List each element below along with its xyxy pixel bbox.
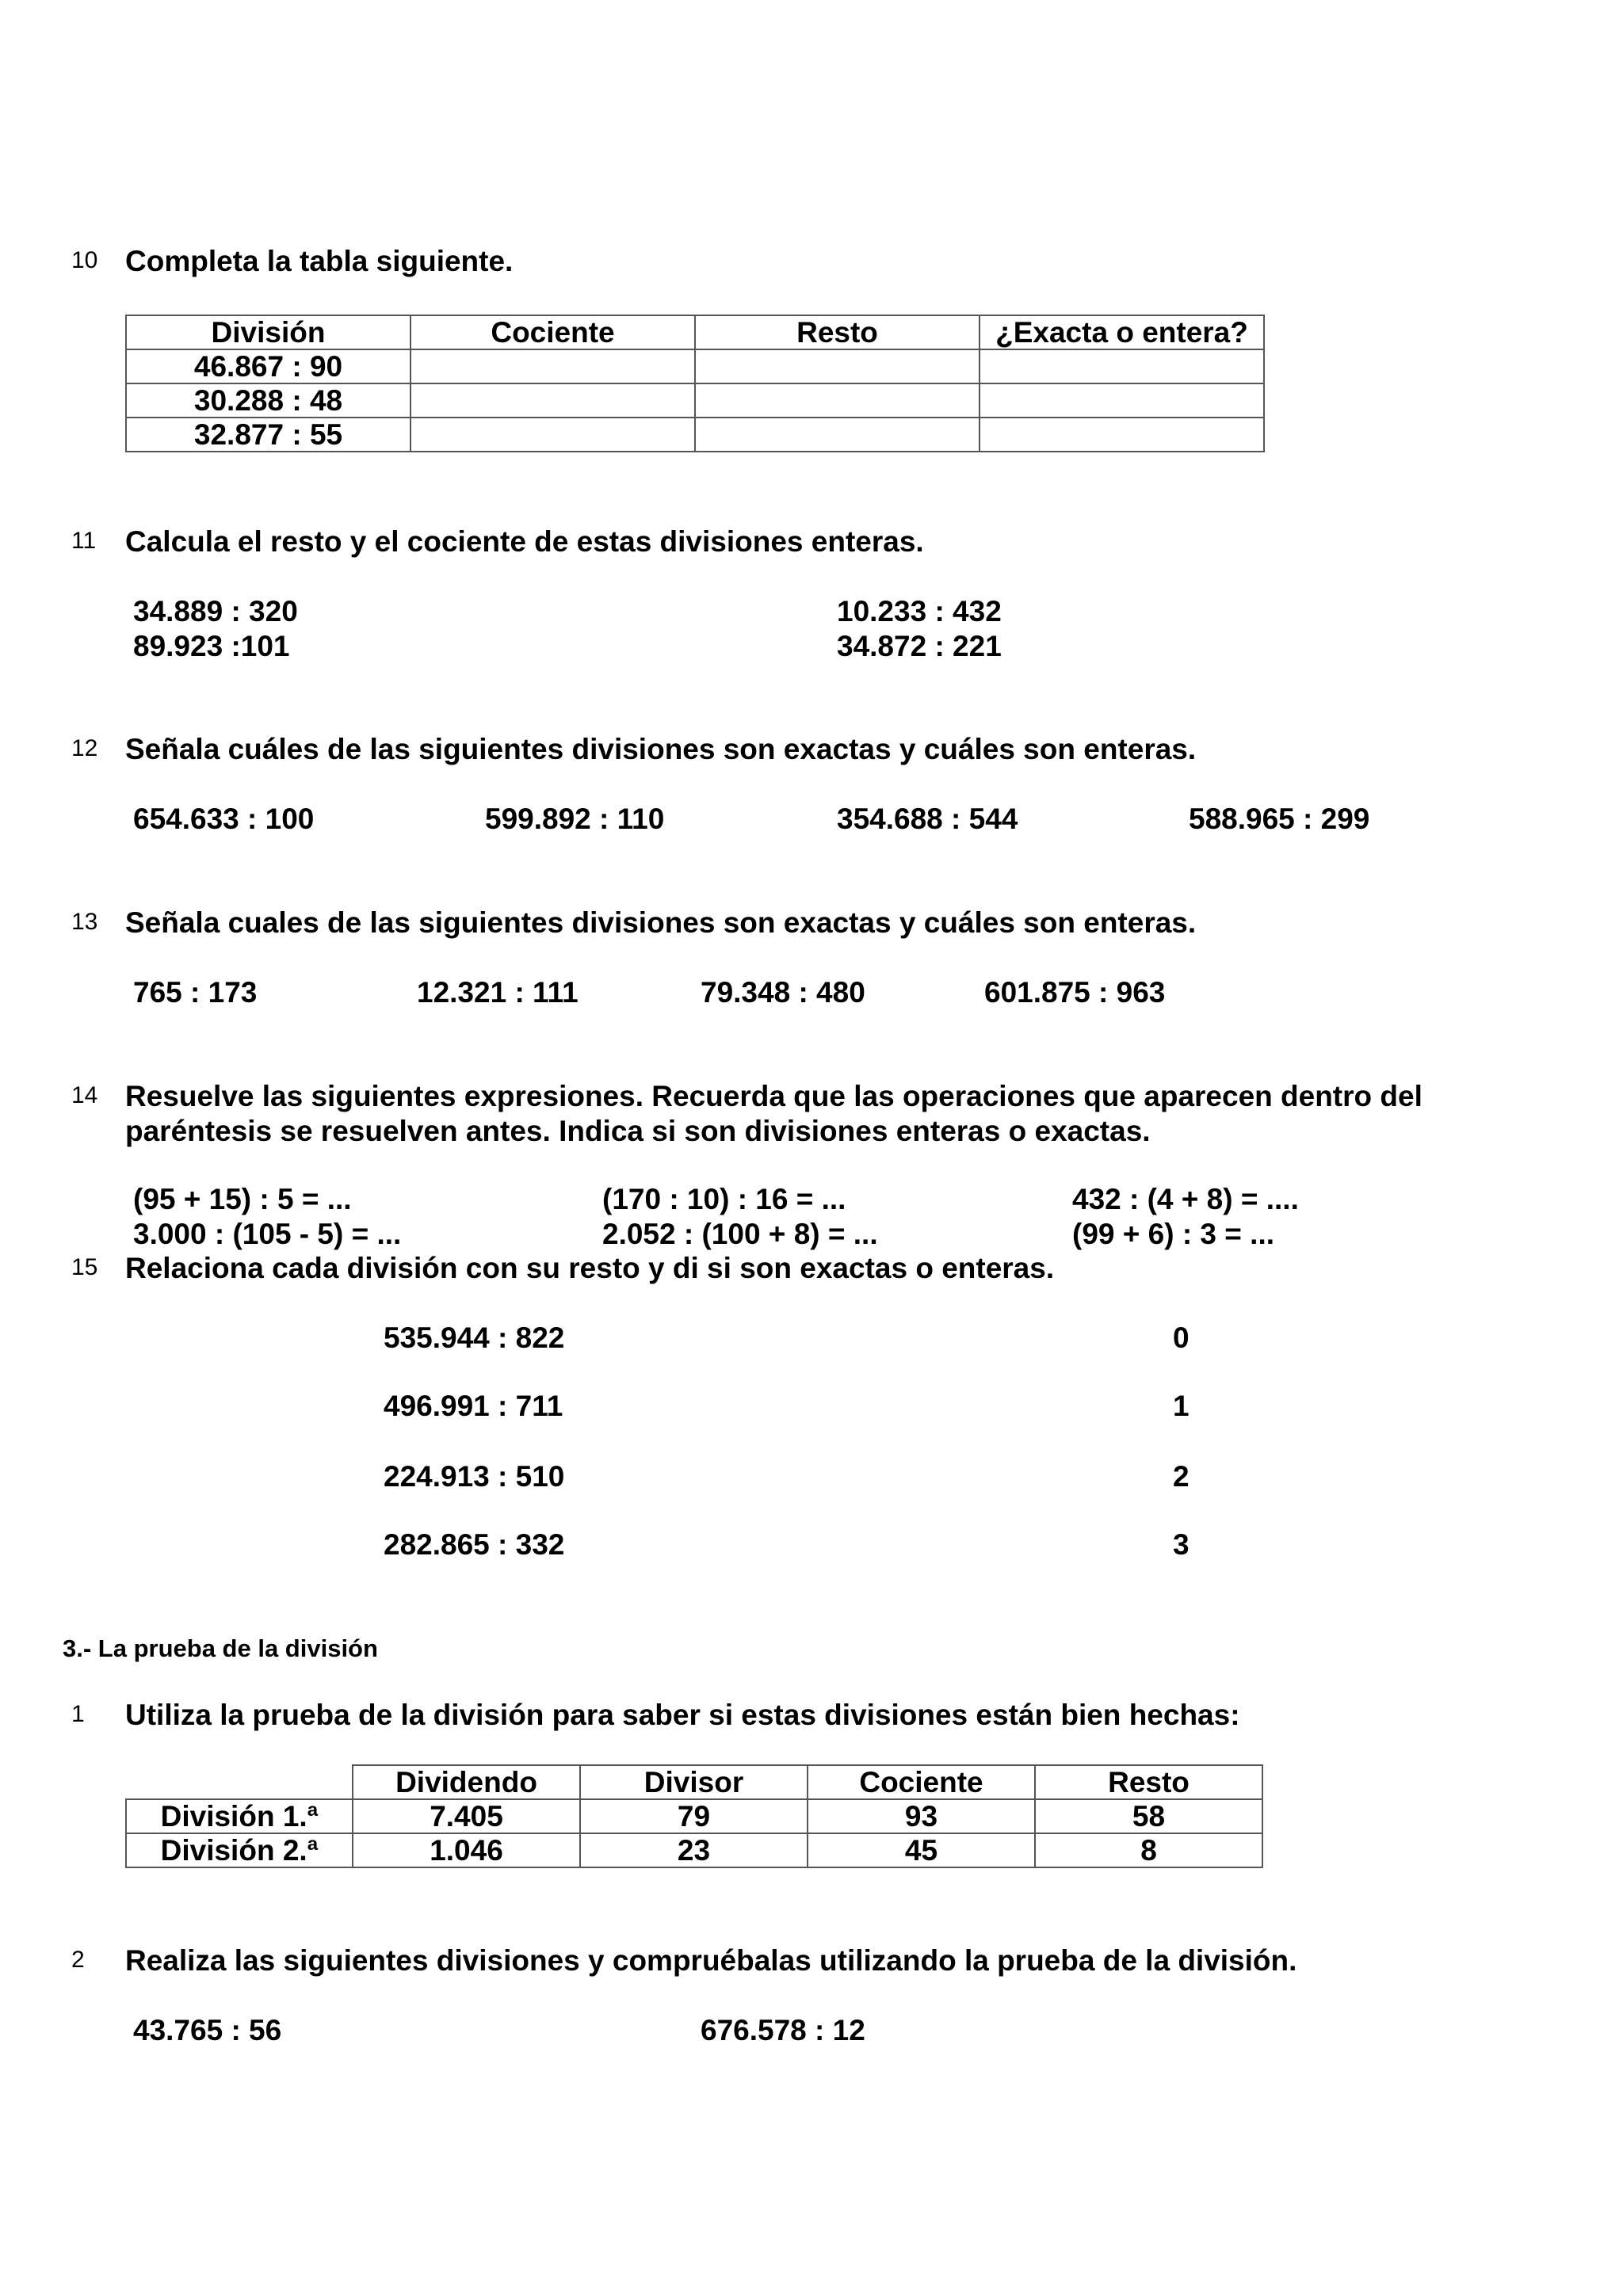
table-cell[interactable]	[411, 418, 695, 452]
division-item: 34.872 : 221	[837, 630, 1002, 662]
expression-item: 2.052 : (100 + 8) = ...	[602, 1218, 878, 1250]
division-item: 89.923 :101	[133, 630, 290, 662]
table-cell[interactable]	[411, 349, 695, 383]
division-item: 10.233 : 432	[837, 595, 1002, 627]
table-row	[126, 383, 1264, 418]
table-cell: 79	[580, 1799, 808, 1833]
table-cell: 58	[1035, 1799, 1262, 1833]
table-row	[126, 1833, 1262, 1867]
table-cell: 7.405	[353, 1799, 580, 1833]
match-remainder: 3	[1173, 1528, 1190, 1561]
match-division: 496.991 : 711	[384, 1390, 563, 1422]
table-row-header: División 1.ª	[126, 1799, 353, 1833]
division-item: 79.348 : 480	[701, 976, 865, 1009]
expression-item: (170 : 10) : 16 = ...	[602, 1183, 846, 1215]
table-header-cell: Cociente	[808, 1765, 1035, 1799]
table-header-cell: ¿Exacta o entera?	[980, 315, 1264, 349]
table-header-row	[126, 315, 1264, 349]
question-14-text-line1: Resuelve las siguientes expresiones. Recuerda que las operaciones que aparecen dentro del	[125, 1080, 1423, 1112]
division-item: 765 : 173	[133, 976, 258, 1009]
table-cell[interactable]	[695, 418, 980, 452]
question-1-text: Utiliza la prueba de la división para saber si estas divisiones están bien hechas:	[125, 1699, 1240, 1731]
question-12-text: Señala cuáles de las siguientes divisiones son exactas y cuáles son enteras.	[125, 733, 1197, 765]
table-row	[126, 1799, 1262, 1833]
table-header-cell: Divisor	[580, 1765, 808, 1799]
question-15-text: Relaciona cada división con su resto y di si son exactas o enteras.	[125, 1252, 1055, 1284]
question-number-14: 14	[71, 1082, 98, 1108]
division-item: 354.688 : 544	[837, 803, 1018, 835]
question-number-10: 10	[71, 247, 98, 273]
table-cell[interactable]	[411, 383, 695, 418]
table-header-cell: División	[126, 315, 411, 349]
table-cell: 23	[580, 1833, 808, 1867]
match-remainder: 1	[1173, 1390, 1190, 1422]
table-row	[126, 349, 1264, 383]
division-item: 601.875 : 963	[984, 976, 1166, 1009]
table-cell: 46.867 : 90	[126, 349, 411, 383]
expression-item: 3.000 : (105 - 5) = ...	[133, 1218, 402, 1250]
division-proof-table	[125, 1764, 1263, 1868]
table-cell[interactable]	[980, 418, 1264, 452]
table-row-header: División 2.ª	[126, 1833, 353, 1867]
table-header-cell: Resto	[1035, 1765, 1262, 1799]
table-cell[interactable]	[695, 383, 980, 418]
table-corner-cell	[126, 1765, 353, 1799]
match-division: 535.944 : 822	[384, 1322, 565, 1354]
match-division: 224.913 : 510	[384, 1460, 565, 1493]
question-11-text: Calcula el resto y el cociente de estas divisiones enteras.	[125, 525, 924, 558]
question-number-11: 11	[71, 528, 97, 554]
table-row	[126, 418, 1264, 452]
table-cell[interactable]	[980, 349, 1264, 383]
division-item: 588.965 : 299	[1189, 803, 1370, 835]
match-remainder: 0	[1173, 1322, 1190, 1354]
table-cell: 93	[808, 1799, 1035, 1833]
question-number-2: 2	[71, 1947, 85, 1973]
question-number-15: 15	[71, 1254, 98, 1280]
question-13-text: Señala cuales de las siguientes divisiones son exactas y cuáles son enteras.	[125, 906, 1197, 939]
table-cell: 8	[1035, 1833, 1262, 1867]
table-cell: 1.046	[353, 1833, 580, 1867]
table-header-cell: Resto	[695, 315, 980, 349]
match-remainder: 2	[1173, 1460, 1190, 1493]
question-14-text-line2: paréntesis se resuelven antes. Indica si son divisiones enteras o exactas.	[125, 1115, 1151, 1147]
division-table	[125, 315, 1265, 452]
table-cell: 45	[808, 1833, 1035, 1867]
expression-item: (99 + 6) : 3 = ...	[1072, 1218, 1275, 1250]
division-item: 34.889 : 320	[133, 595, 298, 627]
division-item: 599.892 : 110	[485, 803, 665, 835]
table-cell: 32.877 : 55	[126, 418, 411, 452]
table-cell[interactable]	[980, 383, 1264, 418]
division-item: 676.578 : 12	[701, 2014, 865, 2046]
question-number-12: 12	[71, 735, 98, 761]
expression-item: (95 + 15) : 5 = ...	[133, 1183, 352, 1215]
division-item: 43.765 : 56	[133, 2014, 282, 2046]
question-2-text: Realiza las siguientes divisiones y compruébalas utilizando la prueba de la división.	[125, 1944, 1297, 1977]
table-header-cell: Dividendo	[353, 1765, 580, 1799]
table-header-cell: Cociente	[411, 315, 695, 349]
expression-item: 432 : (4 + 8) = ....	[1072, 1183, 1299, 1215]
question-10-text: Completa la tabla siguiente.	[125, 245, 514, 277]
section-title: 3.- La prueba de la división	[63, 1634, 378, 1662]
division-item: 654.633 : 100	[133, 803, 315, 835]
question-number-1: 1	[71, 1701, 85, 1727]
table-cell: 30.288 : 48	[126, 383, 411, 418]
division-item: 12.321 : 111	[417, 976, 579, 1009]
match-division: 282.865 : 332	[384, 1528, 565, 1561]
table-header-row	[126, 1765, 1262, 1799]
table-cell[interactable]	[695, 349, 980, 383]
question-number-13: 13	[71, 909, 98, 935]
